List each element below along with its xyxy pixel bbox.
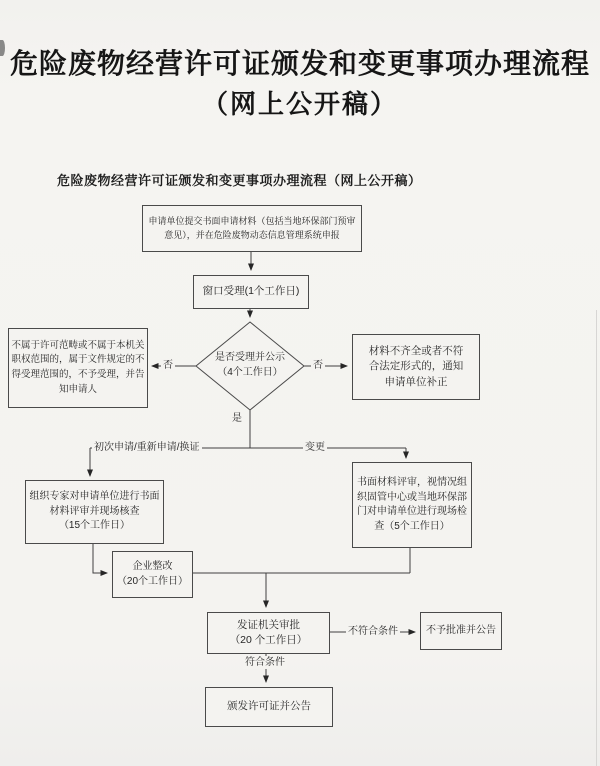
flow-node-window-acceptance: 窗口受理(1个工作日) (193, 275, 309, 309)
flow-node-issue-license-announce: 颁发许可证并公告 (205, 687, 333, 727)
edge-label-yes: 是 (232, 413, 242, 424)
page-title-line2: （网上公开稿） (201, 90, 398, 119)
flow-node-not-accepted-notice: 不属于许可范畴或不属于本机关 职权范围的，属于文件规定的不 得受理范围的，不予受理，并告 知申请人 (8, 328, 148, 408)
flow-node-decision-accept-publicize: 是否受理并公示 （4个工作日） (215, 352, 285, 378)
flow-node-enterprise-rectification: 企业整改 （20个工作日） (112, 551, 193, 598)
flow-node-supplement-materials: 材料不齐全或者不符 合法定形式的，通知 申请单位补正 (352, 334, 480, 400)
flowchart-heading: 危险废物经营许可证颁发和变更事项办理流程（网上公开稿） (57, 173, 422, 188)
edge-label-no-left: 否 (163, 360, 173, 371)
flow-node-expert-review: 组织专家对申请单位进行书面 材料评审并现场核查 （15个工作日） (25, 480, 164, 544)
edge-label-change: 变更 (305, 442, 325, 453)
flow-node-written-review: 书面材料评审，视情况组 织固管中心或当地环保部 门对申请单位进行现场检 查（5个工作日） (352, 462, 472, 548)
flow-node-not-approved-announce: 不予批准并公告 (420, 612, 502, 650)
edge-label-first-apply-renew-replace: 初次申请/重新申请/换证 (94, 442, 200, 453)
flow-node-apply-materials: 申请单位提交书面申请材料（包括当地环保部门预审 意见），并在危险废物动态信息管理系统申报 (142, 205, 362, 252)
flow-node-issuing-authority-approval: 发证机关审批 （20 个工作日） (207, 612, 330, 654)
edge-label-not-meet-conditions: 不符合条件 (348, 626, 398, 637)
edge-label-no-right: 否 (313, 360, 323, 371)
edge-label-meet-conditions: 符合条件 (245, 657, 285, 668)
page-title-line1: 危险废物经营许可证颁发和变更事项办理流程 (9, 49, 590, 80)
connector-expert-to-rectify (93, 542, 107, 573)
